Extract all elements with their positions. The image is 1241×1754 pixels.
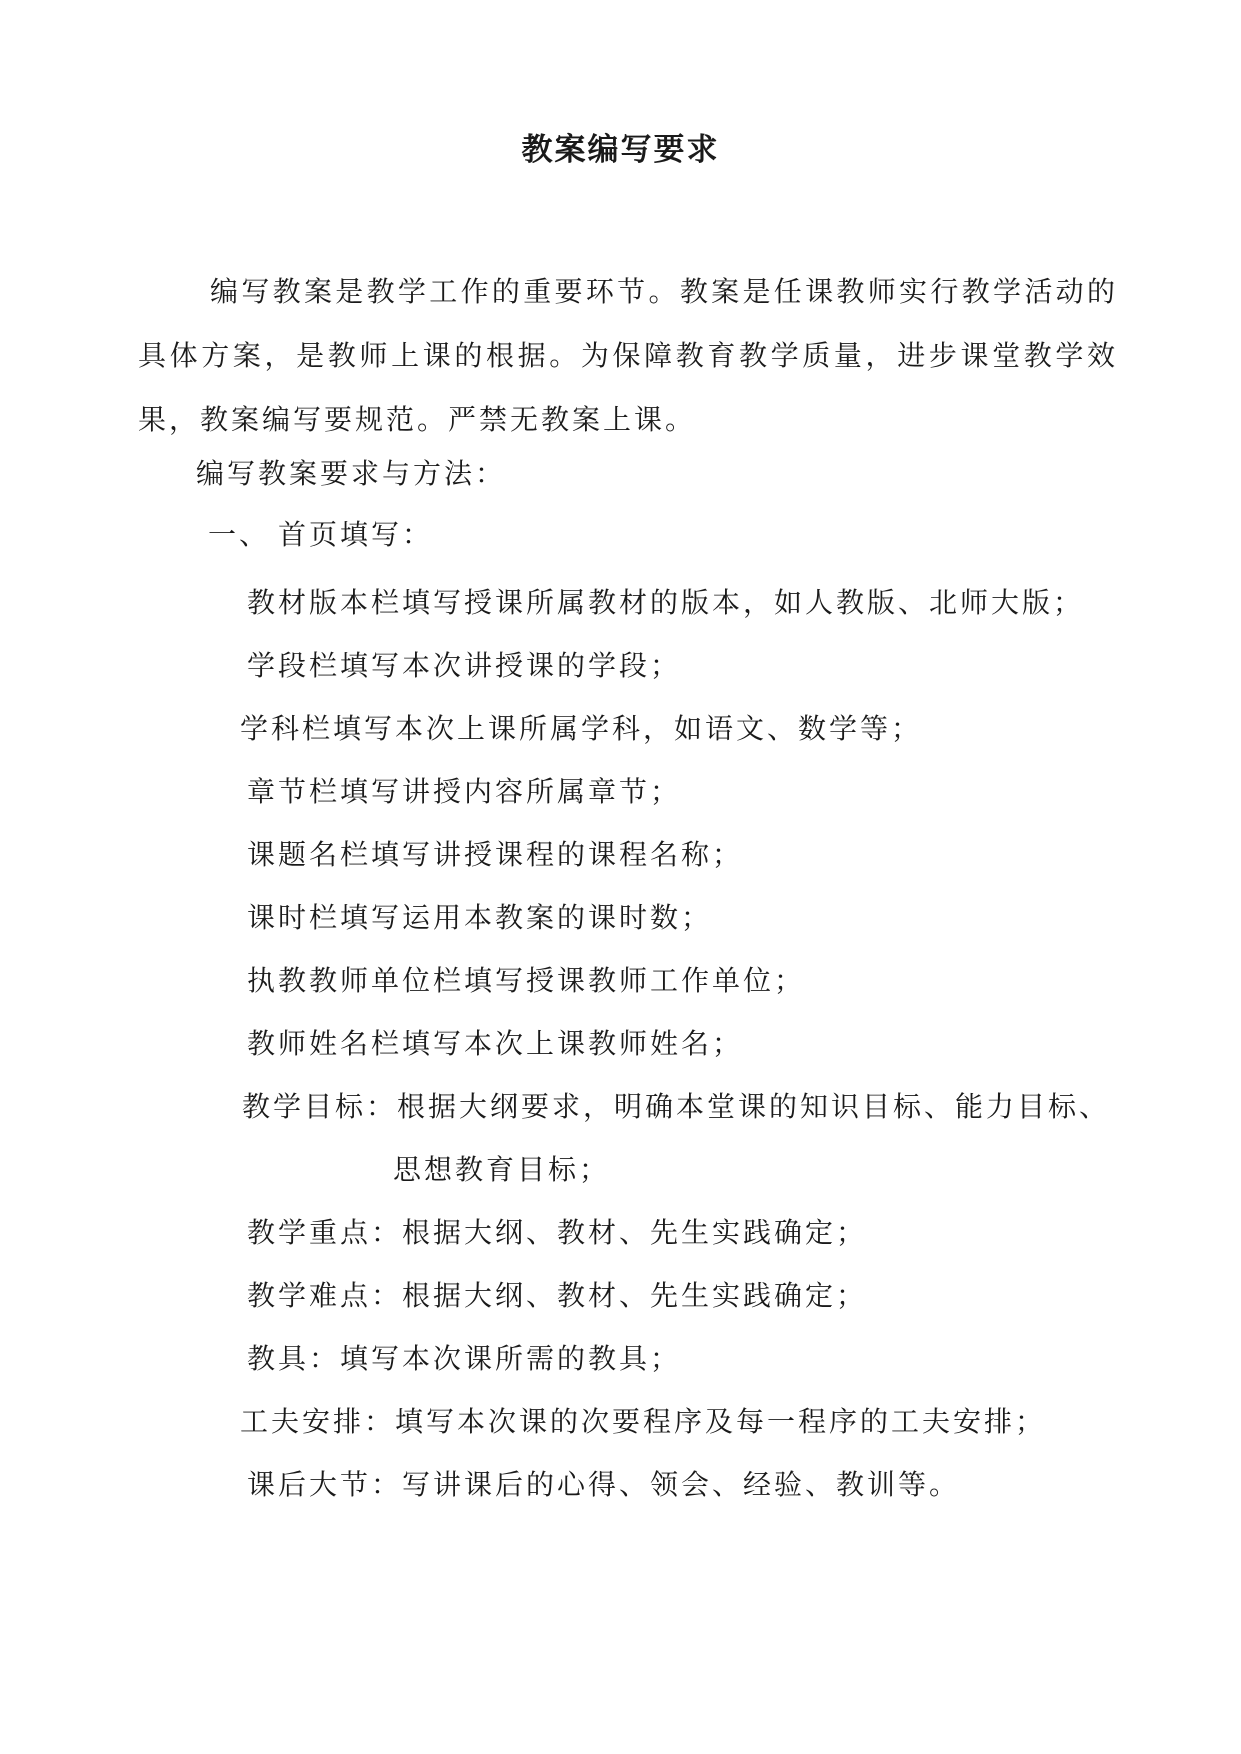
document-title: 教案编写要求 xyxy=(521,132,720,168)
item-teacher-unit: 执教教师单位栏填写授课教师工作单位； xyxy=(247,964,806,997)
section-one-heading xyxy=(208,515,433,555)
item-teaching-aids: 教具：填写本次课所需的教具； xyxy=(247,1342,682,1375)
intro-paragraph: 编写教案是教学工作的重要环节。教案是任课教师实行教学活动的具体方案，是教师上课的根据。为保障教育教学质量，进步课堂教学效果，教案编写要规范。严禁无教案上课。 xyxy=(138,275,1118,436)
item-key-points: 教学重点：根据大纲、教材、先生实践确定； xyxy=(247,1216,868,1249)
item-class-hours: 课时栏填写运用本教案的课时数； xyxy=(247,901,713,934)
item-chapter: 章节栏填写讲授内容所属章节； xyxy=(247,775,682,808)
item-textbook-version: 教材版本栏填写授课所属教材的版本，如人教版、北师大版； xyxy=(247,586,1085,619)
section-one-number: 一、 xyxy=(208,518,271,551)
item-teaching-goals: 教学目标：根据大纲要求，明确本堂课的知识目标、能力目标、 xyxy=(242,1090,1111,1123)
section-one-label: 首页填写： xyxy=(278,518,434,551)
methods-heading: 编写教案要求与方法： xyxy=(196,457,507,490)
item-teacher-name: 教师姓名栏填写本次上课教师姓名； xyxy=(247,1027,744,1060)
item-time-schedule: 工夫安排：填写本次课的次要程序及每一程序的工夫安排； xyxy=(240,1405,1047,1438)
item-after-class-summary: 课后大节：写讲课后的心得、领会、经验、教训等。 xyxy=(247,1468,961,1501)
item-teaching-goals-continued: 思想教育目标； xyxy=(393,1153,611,1186)
item-school-stage: 学段栏填写本次讲授课的学段； xyxy=(247,649,682,682)
item-difficult-points: 教学难点：根据大纲、教材、先生实践确定； xyxy=(247,1279,868,1312)
item-lesson-title: 课题名栏填写讲授课程的课程名称； xyxy=(247,838,744,871)
item-subject: 学科栏填写本次上课所属学科，如语文、数学等； xyxy=(240,712,923,745)
